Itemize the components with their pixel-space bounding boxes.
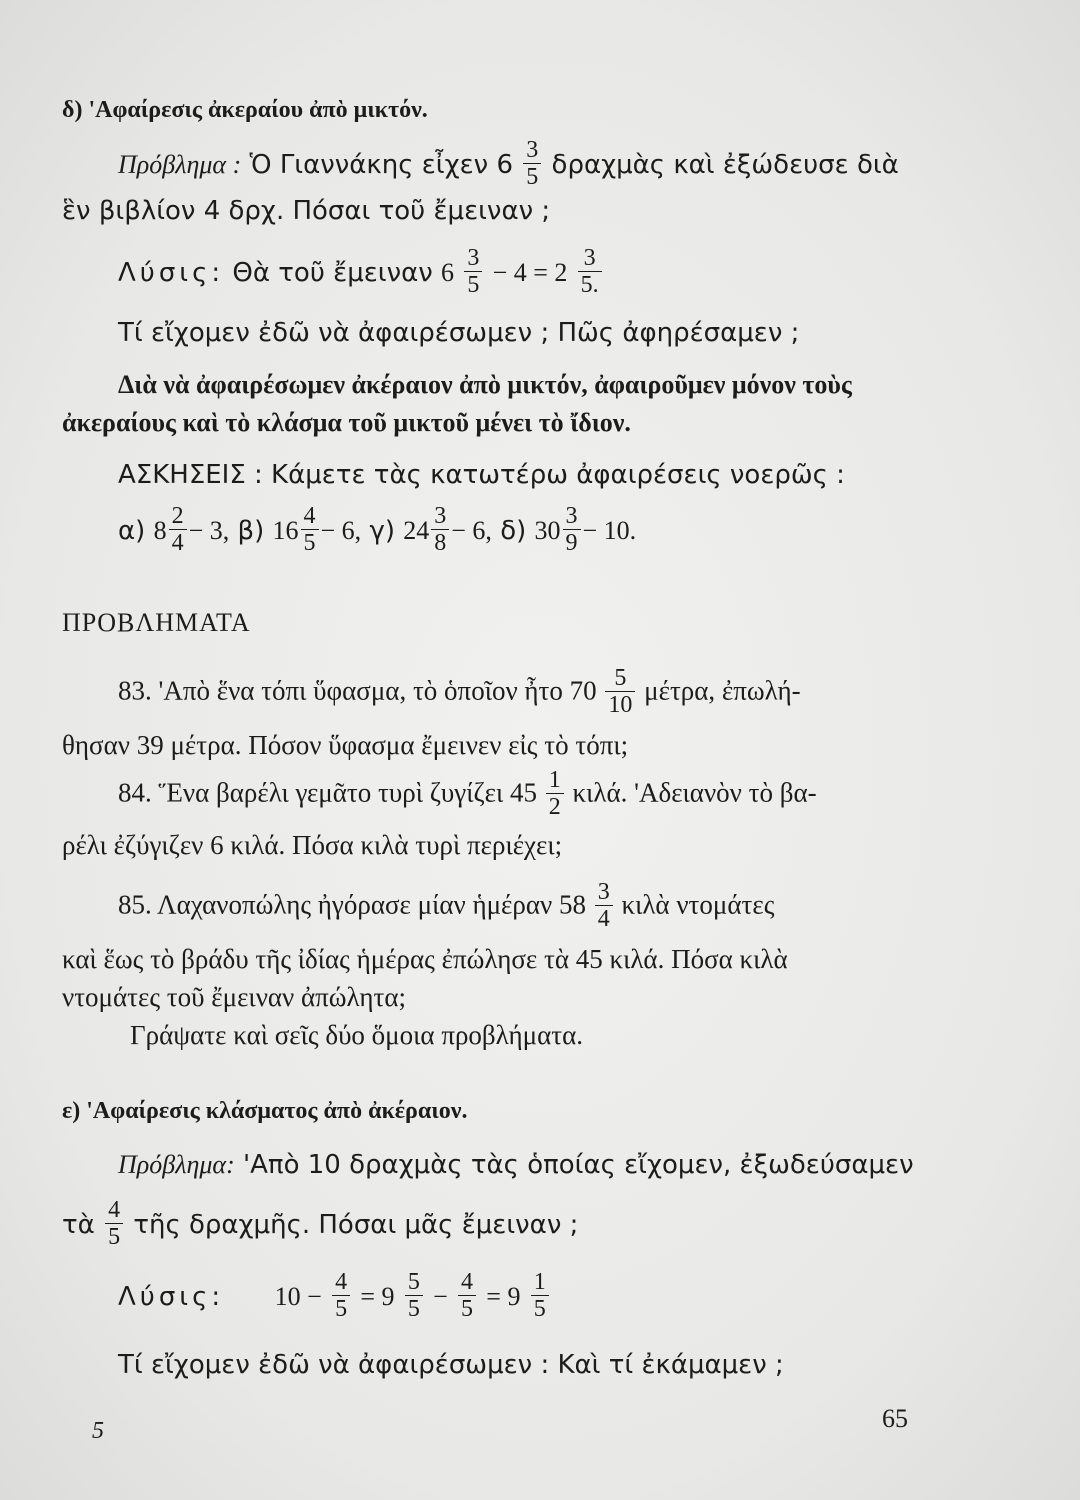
problem-85-line-2: καὶ ἕως τὸ βράδυ τῆς ἰδίας ἡμέρας ἐπώλησε τὰ 45 κιλά. Πόσα κιλὰ bbox=[62, 944, 788, 974]
fraction-problem-d: $\frac{3}{5}$ bbox=[523, 138, 541, 189]
fraction-solution-2: $\frac{3}{5.}$ bbox=[578, 246, 602, 297]
problem-e-line-2: τὰ $\frac{4}{5}$ τῆς δραχμῆς. Πόσαι μᾶς ἔμειναν ; bbox=[62, 1197, 579, 1250]
solution-line bbox=[118, 245, 604, 299]
problem-text-2: δραχμὰς καὶ ἐξώδευσε διὰ bbox=[551, 150, 899, 180]
section-heading-e: ε) 'Αφαίρεσις κλάσματος ἀπὸ ἀκέραιον. bbox=[62, 1098, 468, 1124]
problem-83-line-2: θησαν 39 μέτρα. Πόσον ὕφασμα ἔμεινεν εἰς τὸ τόπι; bbox=[62, 730, 629, 760]
problem-85-line-3: ντομάτες τοῦ ἔμειναν ἀπώλητα; bbox=[62, 982, 407, 1012]
solution-expr-1: 6 bbox=[441, 258, 455, 287]
solution-expr-2: − 4 = 2 bbox=[492, 258, 568, 287]
exercise-b: β) 16 $\frac{4}{5}$ − 6, bbox=[237, 503, 362, 556]
problem-e-line-1: Πρόβλημα: 'Απὸ 10 δραχμὰς τὰς ὁποίας εἴχομεν, ἐξωδεύσαμεν bbox=[118, 1150, 914, 1180]
problem-84-line-1: 84. Ἕνα βαρέλι γεμᾶτο τυρὶ ζυγίζει 45 $\frac{1}{2}$ κιλά. 'Αδειανὸν τὸ βα- bbox=[118, 767, 817, 820]
problem-line-1 bbox=[118, 137, 899, 191]
section-heading-d: δ) 'Αφαίρεσις ἀκεραίου ἀπὸ μικτόν. bbox=[62, 97, 428, 123]
problems-heading: ΠΡΟΒΛΗΜΑΤΑ bbox=[62, 608, 251, 637]
question-line: Τί εἴχομεν ἐδῶ νὰ ἀφαιρέσωμεν ; Πῶς ἀφηρέσαμεν ; bbox=[118, 318, 800, 348]
exercises-line bbox=[118, 503, 637, 557]
write-similar-line: Γράψατε καὶ σεῖς δύο ὅμοια προβλήματα. bbox=[130, 1020, 584, 1050]
question-e-line: Τί εἴχομεν ἐδῶ νὰ ἀφαιρέσωμεν : Καὶ τί ἐκάμαμεν ; bbox=[118, 1350, 784, 1380]
problem-83-line-1: 83. 'Απὸ ἕνα τόπι ὕφασμα, τὸ ὁποῖον ἦτο 70 $\frac{5}{10}$ μέτρα, ἐπωλή- bbox=[118, 665, 801, 718]
exercise-a: α) 8 $\frac{2}{4}$ − 3, bbox=[118, 503, 230, 556]
signature-mark: 5 bbox=[92, 1418, 104, 1444]
exercises-heading: ΑΣΚΗΣΕΙΣ : Κάμετε τὰς κατωτέρω ἀφαιρέσεις νοερῶς : bbox=[118, 460, 845, 490]
solution-label: Λύσις: bbox=[118, 258, 225, 288]
problem-label: Πρόβλημα : bbox=[118, 150, 242, 179]
problem-84-line-2: ρέλι ἐζύγιζεν 6 κιλά. Πόσα κιλὰ τυρὶ περιέχει; bbox=[62, 830, 563, 860]
rule-line-2: ἀκεραίους καὶ τὸ κλάσμα τοῦ μικτοῦ μένει τὸ ἴδιον. bbox=[62, 408, 631, 437]
problem-text-1: Ὁ Γιαννάκης εἶχεν 6 bbox=[249, 150, 514, 180]
rule-line-1: Διὰ νὰ ἀφαιρέσωμεν ἀκέραιον ἀπὸ μικτόν, ἀφαιροῦμεν μόνον τοὺς bbox=[118, 370, 852, 399]
problem-85-line-1: 85. Λαχανοπώλης ἠγόρασε μίαν ἡμέραν 58 $\frac{3}{4}$ κιλὰ ντομάτες bbox=[118, 879, 775, 932]
exercise-c: γ) 24 $\frac{3}{8}$ − 6, bbox=[369, 503, 492, 556]
solution-e-line: Λύσις: 10 − $\frac{4}{5}$ = 9 $\frac{5}{5}$ − $\frac{4}{5}$ = 9 $\frac{1}{5}$ bbox=[118, 1272, 551, 1323]
exercise-d: δ) 30 $\frac{3}{9}$ − 10. bbox=[500, 503, 637, 556]
problem-line-2: ἓν βιβλίον 4 δρχ. Πόσαι τοῦ ἔμειναν ; bbox=[62, 196, 551, 226]
page-number: 65 bbox=[882, 1404, 908, 1433]
solution-text: Θὰ τοῦ ἔμειναν bbox=[232, 258, 433, 288]
fraction-solution-1: $\frac{3}{5}$ bbox=[464, 246, 482, 297]
